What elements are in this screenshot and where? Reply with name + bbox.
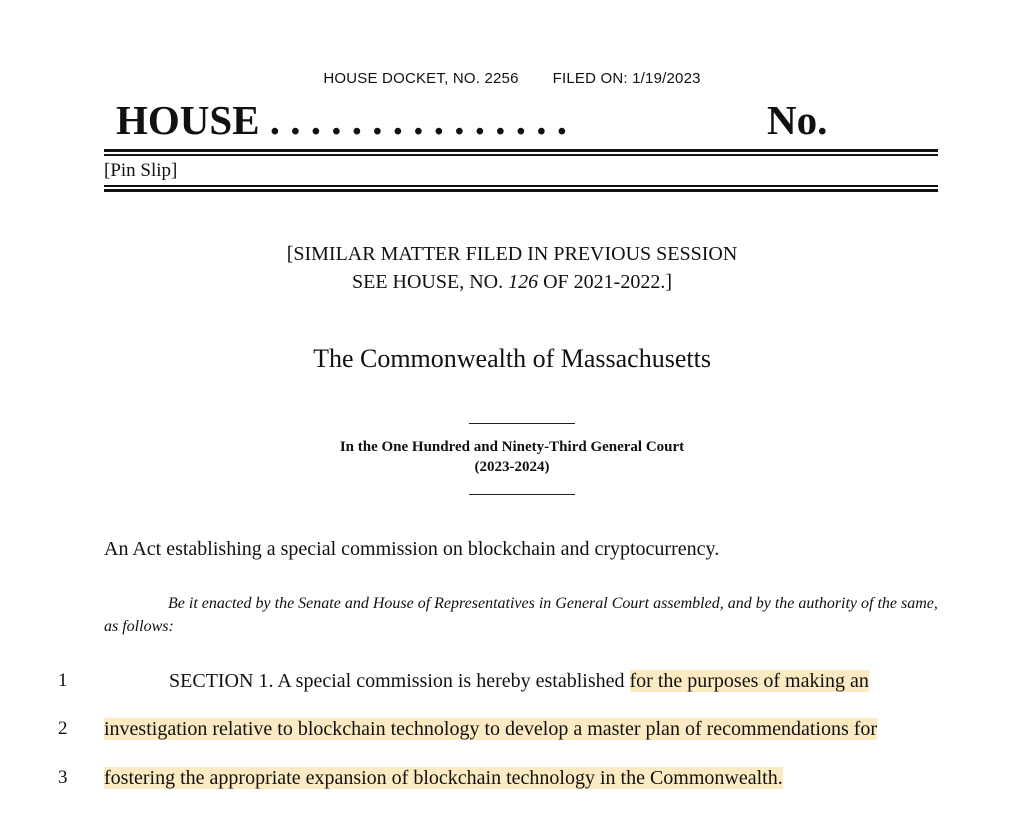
section-line-1 — [169, 668, 869, 694]
similar-matter-line-2 — [0, 268, 1024, 296]
general-court-years: (2023-2024) — [474, 459, 550, 475]
highlighted-text: investigation relative to blockchain technology to develop a master plan of recommendations for — [104, 718, 878, 740]
line-number: 1 — [58, 670, 68, 691]
double-rule-bottom — [104, 185, 938, 192]
highlighted-text: fostering the appropriate expansion of blockchain technology in the Commonwealth. — [104, 767, 783, 789]
similar-matter-line-1: [SIMILAR MATTER FILED IN PREVIOUS SESSION — [286, 243, 738, 265]
double-rule-top — [104, 149, 938, 156]
general-court — [0, 437, 1024, 477]
short-rule-top — [469, 423, 575, 424]
section-line-2 — [104, 716, 877, 742]
previous-bill-number: 126 — [508, 271, 539, 293]
general-court-name: In the One Hundred and Ninety-Third General Court — [339, 439, 685, 455]
similar-matter-notice — [0, 240, 1024, 296]
section-text: SECTION 1. A special commission is hereby established — [169, 670, 630, 692]
line-number: 3 — [58, 767, 68, 788]
filed-date: FILED ON: 1/19/2023 — [552, 70, 701, 87]
docket-number: HOUSE DOCKET, NO. 2256 — [323, 70, 519, 87]
docket-header — [0, 70, 1024, 87]
house-number-label: No. — [767, 97, 828, 143]
enacting-clause: Be it enacted by the Senate and House of Representatives in General Court assembled, and by the authority of the same, as follows: — [104, 595, 938, 635]
pin-slip: [Pin Slip] — [104, 160, 178, 181]
section-line-3 — [104, 765, 783, 791]
similar-matter-prefix: SEE HOUSE, NO. — [351, 271, 509, 293]
line-number: 2 — [58, 718, 68, 739]
highlighted-text: for the purposes of making an — [629, 670, 869, 692]
house-title: HOUSE . . . . . . . . . . . . . . . — [116, 97, 568, 143]
commonwealth-heading: The Commonwealth of Massachusetts — [313, 344, 711, 373]
short-rule-bottom — [469, 494, 575, 495]
similar-matter-suffix: OF 2021-2022.] — [538, 271, 672, 293]
act-title: An Act establishing a special commission on blockchain and cryptocurrency. — [104, 538, 720, 560]
